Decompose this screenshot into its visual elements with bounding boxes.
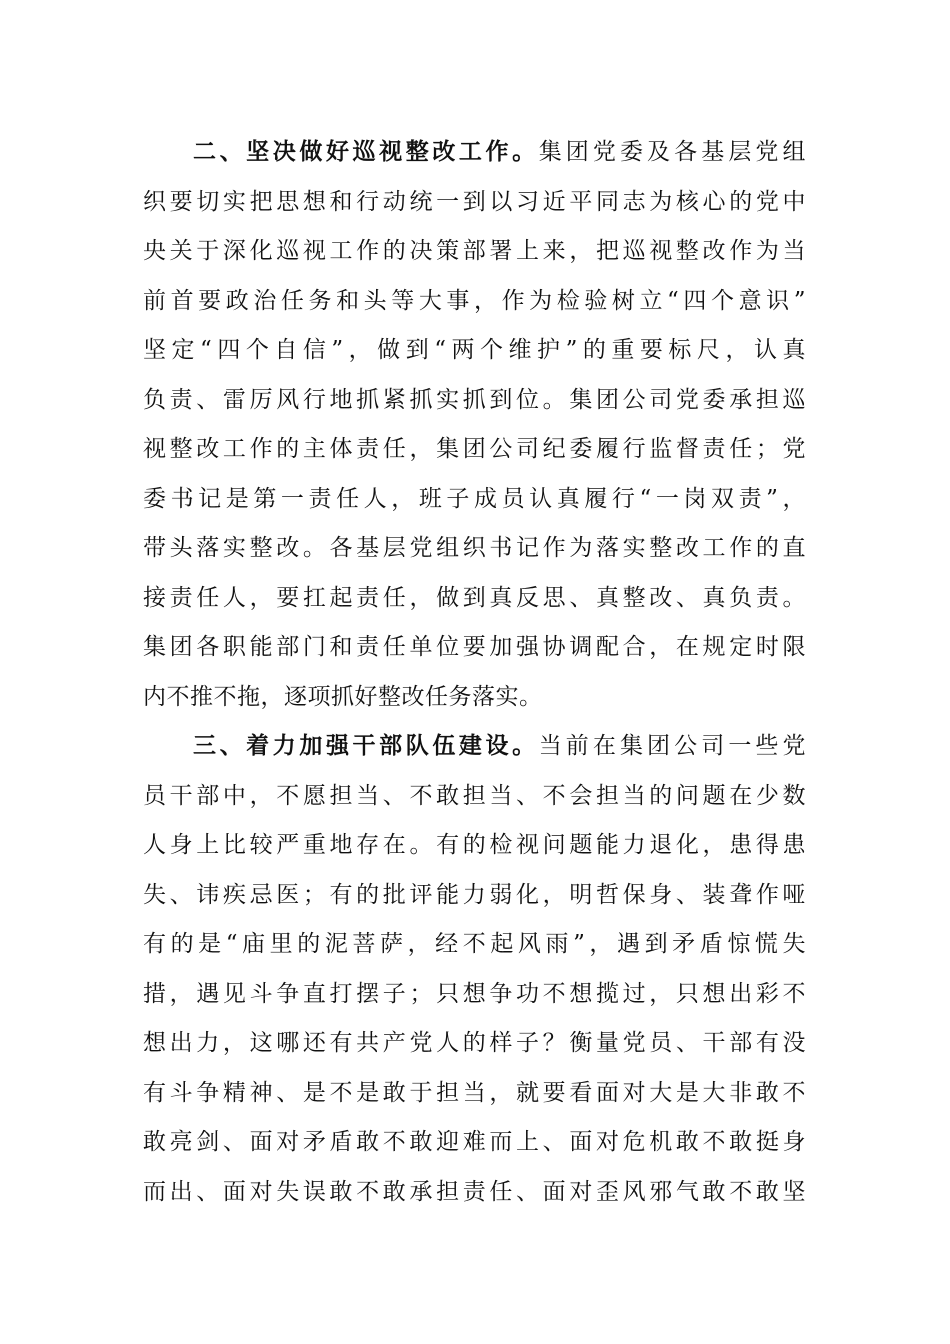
section2-line-7: 视整改工作的主体责任，集团公司纪委履行监督责任；党: [143, 436, 806, 462]
section2-line-10: 接责任人，要扛起责任，做到真反思、真整改、真负责。: [143, 584, 806, 611]
section3-line-2: 员干部中，不愿担当、不敢担当、不会担当的问题在少数: [143, 782, 806, 809]
section2-text-0: 集团党委及各基层党组: [538, 139, 807, 165]
section3-line-10: 而出、面对失误敢不敢承担责任、面对歪风邪气敢不敢坚: [143, 1178, 806, 1205]
section3-line-4: 失、讳疾忌医；有的批评能力弱化，明哲保身、装聋作哑: [143, 881, 806, 908]
section3-line-6: 措，遇见斗争直打摆子；只想争功不想揽过，只想出彩不: [143, 980, 806, 1007]
section3-line-3: 人身上比较严重地存在。有的检视问题能力退化，患得患: [143, 832, 806, 858]
section3-heading: 三、着力加强干部队伍建设。: [193, 733, 539, 759]
section2-line-4: 前首要政治任务和头等大事，作为检验树立“四个意识”: [143, 287, 806, 314]
section2-line-2: 织要切实把思想和行动统一到以习近平同志为核心的党中: [143, 188, 806, 215]
section3-line-7: 想出力，这哪还有共产党人的样子？衡量党员、干部有没: [143, 1030, 806, 1056]
section2-line-3: 央关于深化巡视工作的决策部署上来，把巡视整改作为当: [143, 238, 806, 264]
section2-line-5: 坚定“四个自信”，做到“两个维护”的重要标尺，认真: [143, 337, 806, 363]
section2-heading: 二、坚决做好巡视整改工作。: [193, 139, 539, 165]
section2-line-11: 集团各职能部门和责任单位要加强协调配合，在规定时限: [143, 634, 806, 660]
section3-line-5: 有的是“庙里的泥菩萨，经不起风雨”，遇到矛盾惊慌失: [143, 931, 806, 957]
section2-line-9: 带头落实整改。各基层党组织书记作为落实整改工作的直: [143, 535, 806, 561]
section3-line-8: 有斗争精神、是不是敢于担当，就要看面对大是大非敢不: [143, 1079, 806, 1106]
section2-line-8: 委书记是第一责任人，班子成员认真履行“一岗双责”，: [143, 485, 806, 512]
section2-line-6: 负责、雷厉风行地抓紧抓实抓到位。集团公司党委承担巡: [143, 386, 806, 413]
section3-line-1: [143, 722, 806, 772]
document-page: [143, 128, 806, 1217]
section2-line-1: [143, 128, 806, 178]
section3-text-0: 当前在集团公司一些党: [538, 733, 807, 759]
section3-line-9: 敢亮剑、面对矛盾敢不敢迎难而上、面对危机敢不敢挺身: [143, 1129, 806, 1155]
section2-line-12: 内不推不拖，逐项抓好整改任务落实。: [143, 683, 543, 710]
